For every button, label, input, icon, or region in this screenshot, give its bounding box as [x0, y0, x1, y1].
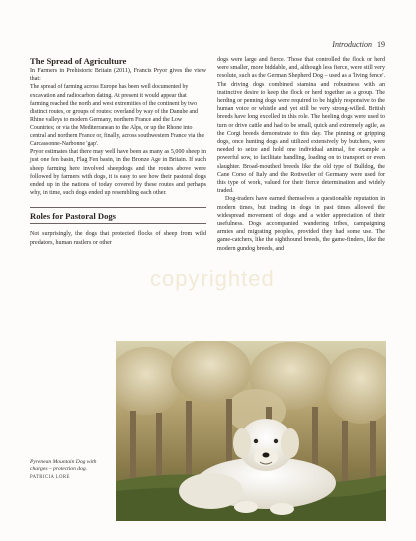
left-column [30, 56, 206, 247]
photo-caption [30, 459, 112, 481]
running-head [332, 40, 385, 49]
page-number: 19 [377, 40, 385, 49]
caption-text: Pyrenean Mountain Dog with charges – protection dog. [30, 459, 97, 472]
photo-illustration [116, 341, 386, 521]
section-heading-roles-for-pastoral-dogs: Roles for Pastoral Dogs [30, 211, 117, 222]
paragraph-dog-traders: Dog-traders have earned themselves a questionable reputation in modern times, but trading in dogs in past times allowed the widespread movement of dogs and a wider appreciation of their usefulness. Dogs accompanied wandering tribes, campaigning armies and migrating peoples, provided they had some use. The game-catchers, like the sighthound breeds, the game-finders, like the modern gundog breeds, and [217, 196, 385, 252]
paragraph-roles: Not surprisingly, the dogs that protected flocks of sheep from wild predators, human rustlers or other [30, 231, 206, 246]
running-head-title: Introduction [332, 40, 372, 49]
paragraph-dog-types: dogs were large and fierce. Those that controlled the flock or herd were smaller, more biddable, and, although less fierce, were still very resolute, such as the German Shepherd Dog – used as a 'living fence'. The driving dogs combined stamina and robustness with an instinctive desire to keep the flock or herd together as a group. The herding or penning dogs were required to be highly responsive to the human voice or whistle and yet still be very strong-willed. British breeds have long excelled in this role. The heeling dogs were used to turn or drive cattle and had to be small, quick and extremely agile, as the Corgi breeds demonstrate to this day. The pinning or gripping dogs, once hunting dogs and utilized extensively by butchers, were needed to seize and hold one individual animal, for example a powerful sow, to facilitate handling, loading on to transport or even slaughter. Broad-mouthed breeds like the old type of Bulldog, the Cane Corso of Italy and the Rottweiler of Germany were used for this type of work, valued for their fierce determination and widely traded. [217, 57, 386, 195]
section-heading-spread-of-agriculture: The Spread of Agriculture [30, 56, 127, 66]
watermark: copyrighted [150, 266, 275, 291]
photo-credit: PATRICIA LORE [30, 475, 70, 480]
block-quote: The spread of farming across Europe has been well documented by excavation and radiocarbon dating. At present it would appear that farming reached the north and west extremities of the continent by two distinct routes, or groups of routes: overland by way of the Danube and Rhine valleys to modern Germany, northern France and the Low Countries; or via the Mediterranean to the Alps, or up the Rhone into central and northern France or, finally, across southwestern France via the Carcassonne-Narbonne 'gap'. [30, 84, 205, 148]
paragraph-pryor-estimates: Pryor estimates that there may well have been as many as 5,000 sheep in just one fen basin, Flag Fen basin, in the Bronze Age in Britain. If such sheep farming here involved sheepdogs and the routes above were followed by farmers with dogs, it is easy to see how their pastoral dogs ended up in the nations of today covered by these routes and perhaps why, in time, such dogs ended up resembling each other. [30, 149, 206, 197]
photo-pyrenean-mountain-dog [116, 341, 386, 521]
section-heading-box [30, 207, 206, 224]
right-column [217, 56, 385, 253]
intro-paragraph: In Farmers in Prehistoric Britain (2011), Francis Pryor gives the view that: [30, 68, 206, 83]
